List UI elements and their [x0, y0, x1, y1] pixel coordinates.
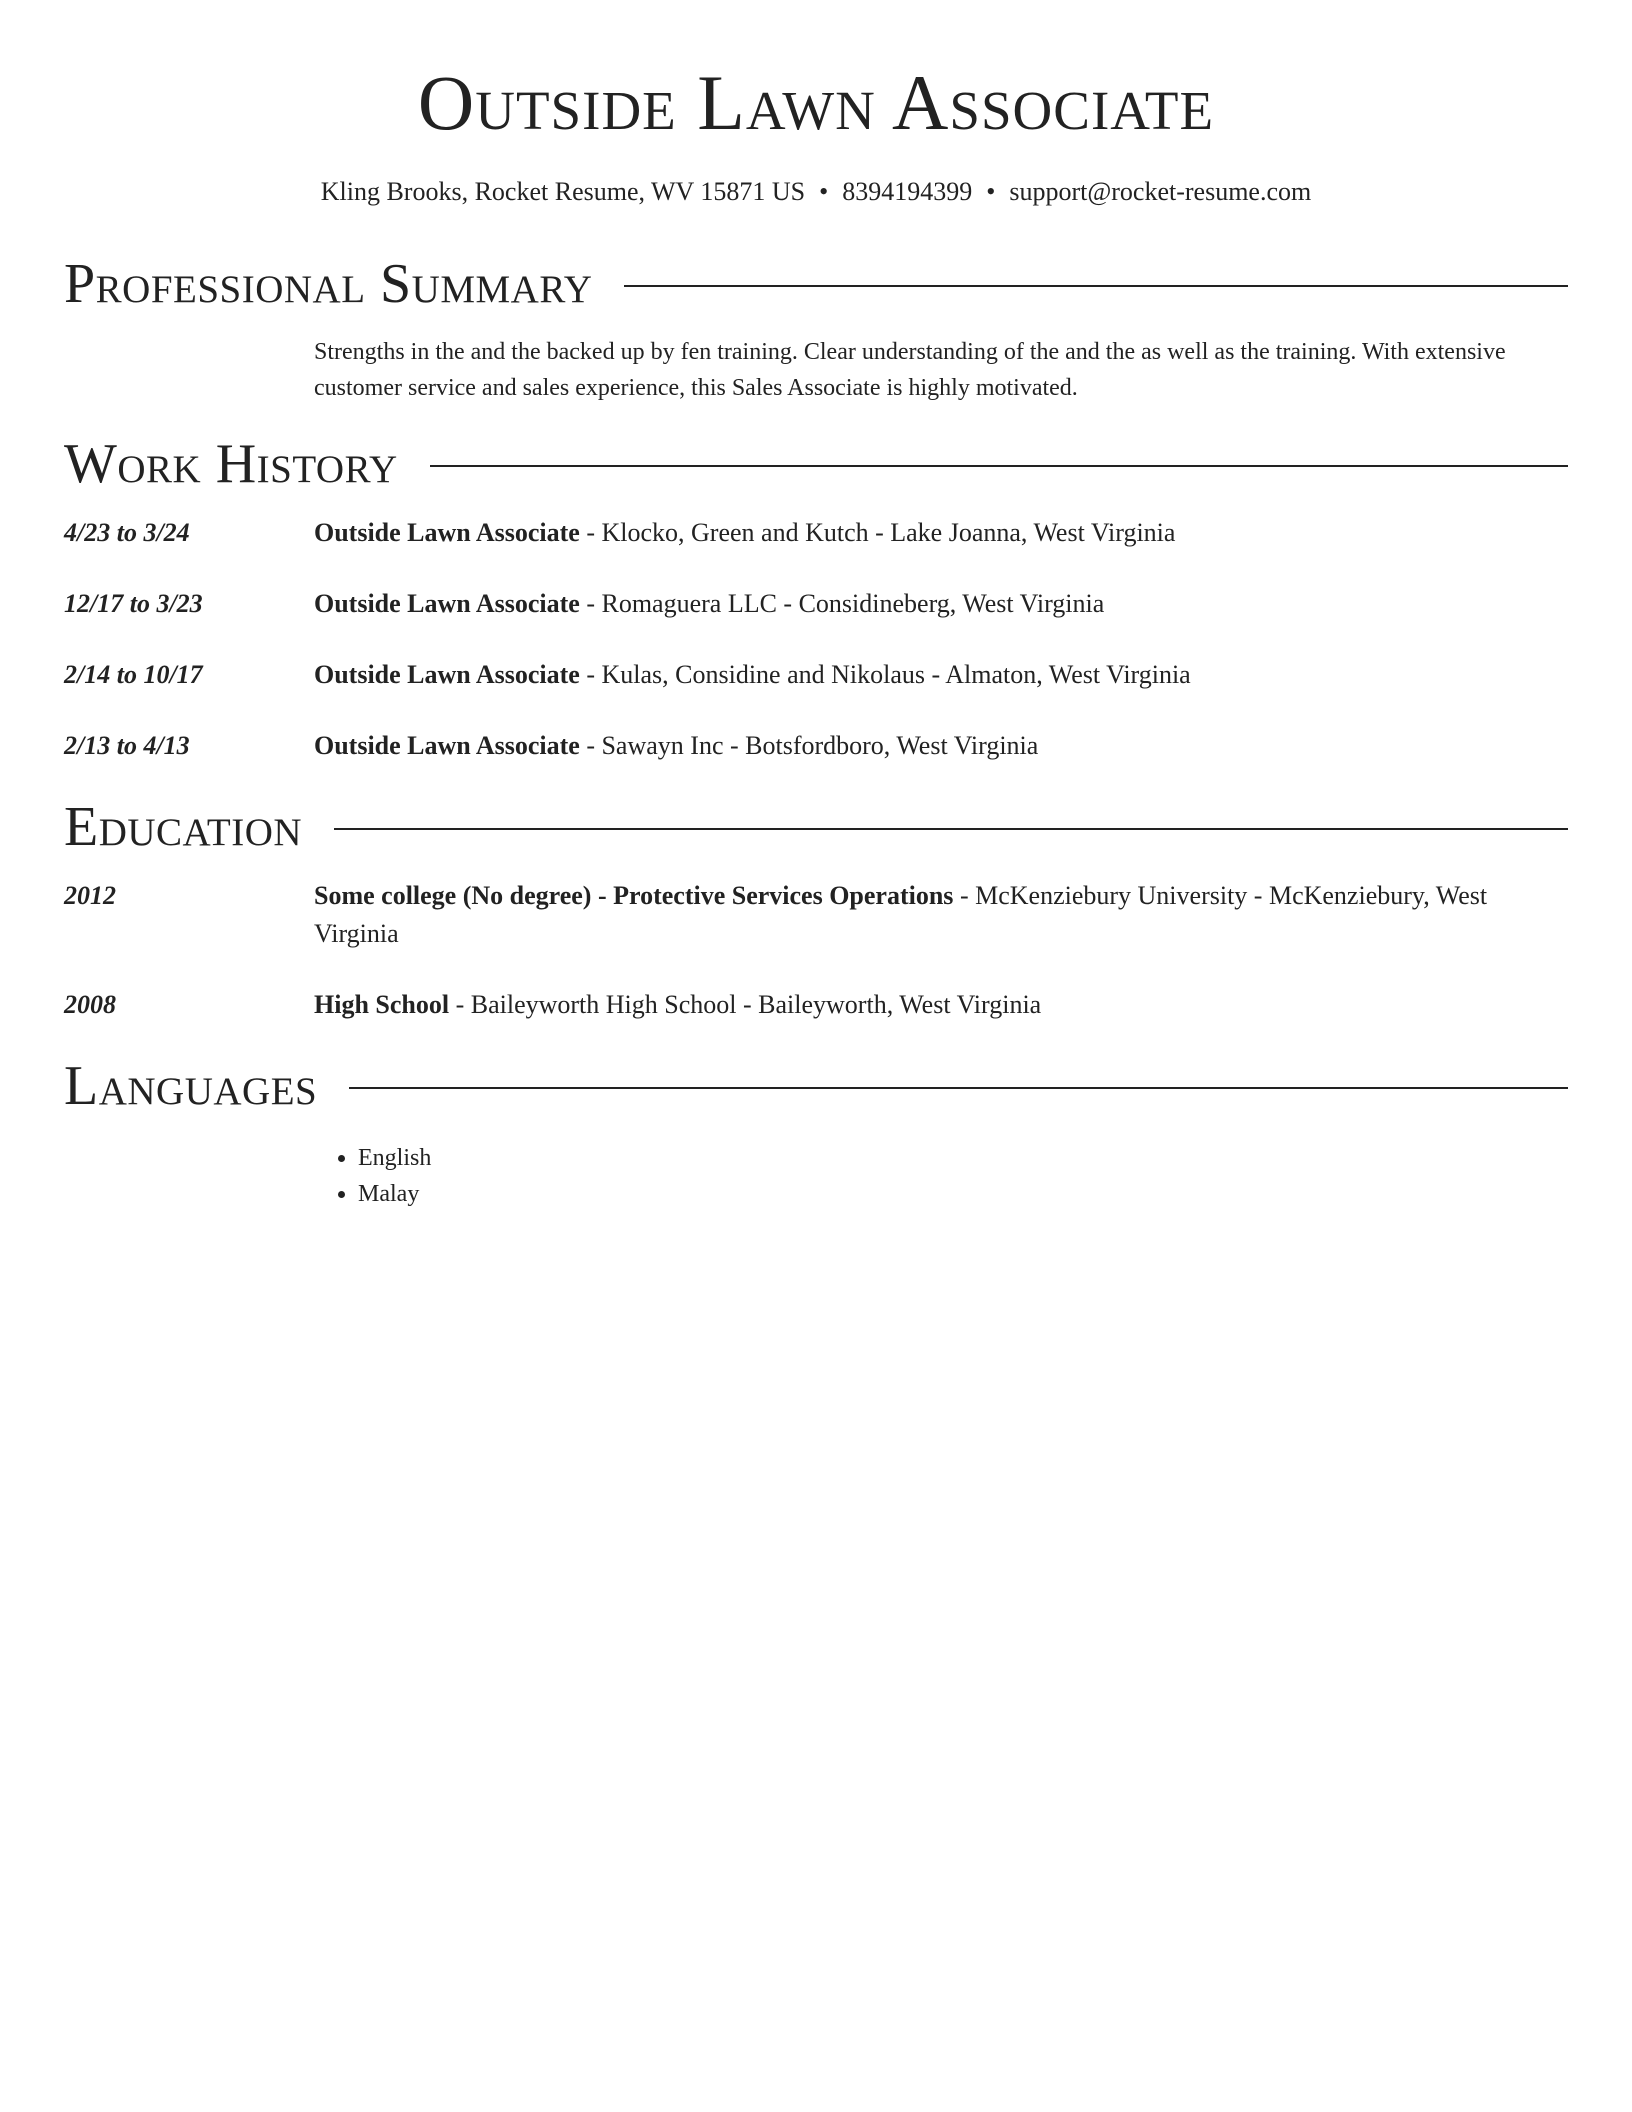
section-divider	[430, 465, 1568, 467]
work-dates: 2/14 to 10/17	[64, 660, 203, 689]
resume-name: Outside Lawn Associate	[417, 59, 1215, 146]
education-entry	[64, 986, 1568, 1024]
summary-heading: Professional Summary	[64, 253, 593, 315]
education-year: 2008	[64, 990, 116, 1019]
summary-text: Strengths in the and the backed up by fen training. Clear understanding of the and the as well as the training. With extensive customer service and sales experience, this Sales Associate is highly motivated.	[314, 339, 1506, 401]
work-dates: 4/23 to 3/24	[64, 518, 190, 547]
section-divider	[349, 1087, 1568, 1089]
work-employer: - Sawayn Inc - Botsfordboro, West Virginia	[579, 731, 1039, 760]
work-details	[314, 656, 1568, 694]
work-title: Outside Lawn Associate	[314, 518, 580, 547]
work-entry	[64, 514, 1568, 552]
languages-list	[314, 1140, 1568, 1212]
work-details	[314, 514, 1568, 552]
work-title: Outside Lawn Associate	[314, 731, 580, 760]
education-degree: High School	[314, 990, 450, 1019]
work-entry	[64, 656, 1568, 694]
section-divider	[334, 828, 1568, 830]
work-dates: 12/17 to 3/23	[64, 589, 203, 618]
education-heading: Education	[64, 796, 303, 858]
work-dates: 2/13 to 4/13	[64, 731, 190, 760]
contact-email: support@rocket-resume.com	[1009, 177, 1312, 206]
work-employer: - Romaguera LLC - Considineberg, West Virginia	[579, 589, 1105, 618]
contact-separator: •	[986, 177, 996, 206]
contact-separator: •	[819, 177, 829, 206]
work-heading: Work History	[64, 433, 398, 495]
education-section-header	[64, 795, 1568, 859]
education-entry	[64, 877, 1568, 953]
contact-address: Kling Brooks, Rocket Resume, WV 15871 US	[320, 177, 806, 206]
work-employer: - Klocko, Green and Kutch - Lake Joanna, West Virginia	[579, 518, 1176, 547]
work-details	[314, 727, 1568, 765]
summary-section-header	[64, 252, 1568, 316]
language-item: • Malay	[358, 1176, 1568, 1212]
education-year: 2012	[64, 881, 116, 910]
work-entry	[64, 585, 1568, 623]
education-details	[314, 877, 1568, 953]
resume-page	[64, 0, 1568, 1212]
work-list	[64, 514, 1568, 765]
work-employer: - Kulas, Considine and Nikolaus - Almaton, West Virginia	[579, 660, 1191, 689]
work-title: Outside Lawn Associate	[314, 589, 580, 618]
languages-section-header	[64, 1054, 1568, 1118]
education-list	[64, 877, 1568, 1024]
education-degree: Some college (No degree) - Protective Services Operations	[314, 881, 954, 910]
section-divider	[624, 285, 1568, 287]
work-details	[314, 585, 1568, 623]
education-school: - Baileyworth High School - Baileyworth, West Virginia	[449, 990, 1042, 1019]
languages-heading: Languages	[64, 1055, 318, 1117]
work-entry	[64, 727, 1568, 765]
work-section-header	[64, 432, 1568, 496]
contact-line	[64, 176, 1568, 208]
language-item: • English	[358, 1140, 1568, 1176]
work-title: Outside Lawn Associate	[314, 660, 580, 689]
education-school: - McKenziebury University - McKenziebury, West Virginia	[314, 881, 1488, 948]
contact-phone: 8394194399	[842, 177, 973, 206]
education-details	[314, 986, 1568, 1024]
